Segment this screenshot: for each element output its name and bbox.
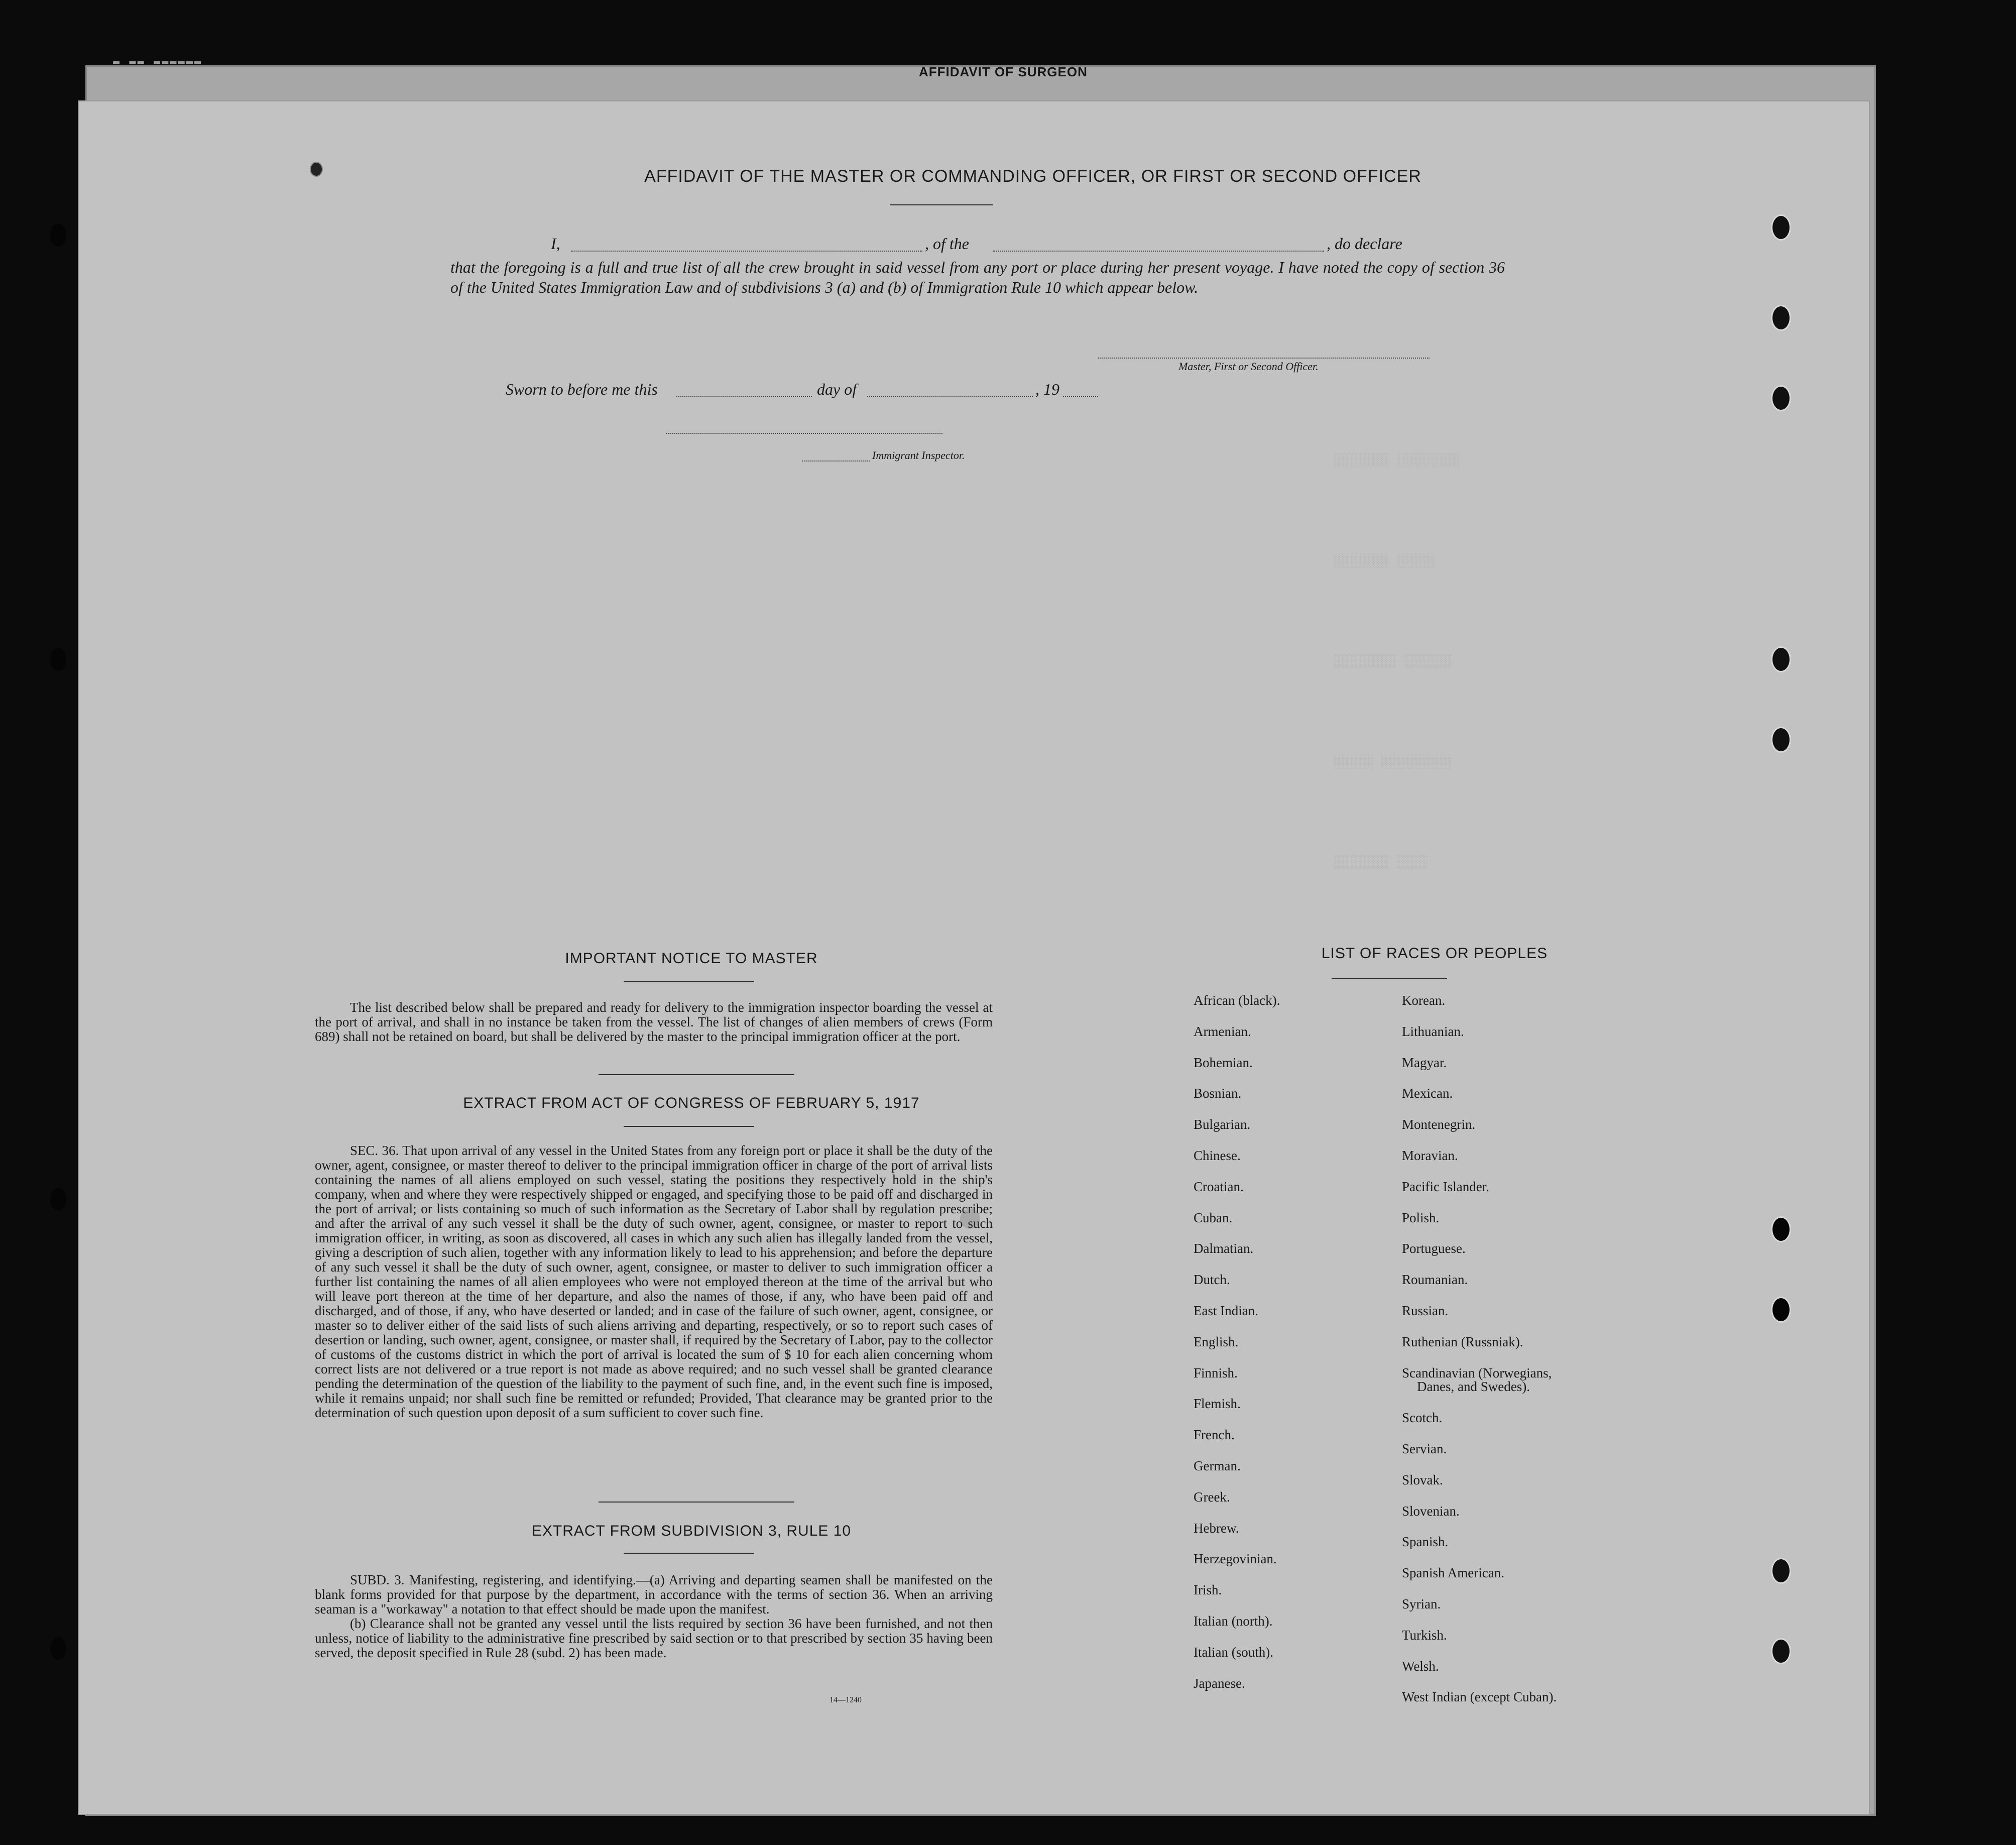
binder-hole [50,1188,66,1211]
bleed-through-area: ░░░░░░░ ░░░░ [1334,855,1429,870]
punch-hole [1771,1558,1791,1584]
race-item: Hebrew. [1194,1520,1239,1536]
punch-hole [1771,646,1791,672]
race-item: Japanese. [1194,1675,1245,1691]
race-item: Italian (south). [1194,1644,1273,1660]
act-text: SEC. 36. That upon arrival of any vessel in the United States from any foreign port or place it shall be the duty of the owner, agent, consignee, or master thereof to deliver to the principal immigration officer in charge of the port of arrival lists containing the names of all aliens employed on such vessel, stating the positions they respectively hold in the ship's company, when and where they were respectively shipped or engaged, and specifying those to be paid off and discharged in the port of arrival; or lists containing so much of such information as the Secretary of Labor shall by regulation prescribe; and after the arrival of any such vessel it shall be the duty of such owner, agent, consignee, or master to report to such immigration officer, in writing, as soon as discovered, all cases in which any such alien has illegally landed from the vessel, giving a description of such alien, together with any information likely to lead to his apprehension; and before the departure of any such vessel it shall be the duty of such owner, agent, consignee, or master to deliver to such immigration officer a further list containing the names of all alien employees who were not employed thereon at the time of the arrival but who will leave port thereon at the time of her departure, and also the names of those, if any, who have been paid off and discharged, and of those, if any, who have deserted or landed; and in case of the failure of such owner, agent, consignee, or master so to deliver either of the said lists of such aliens arriving and departing, respectively, or so to report such cases of desertion or landing, such owner, agent, consignee, or master shall, if required by the Secretary of Labor, pay to the collector of customs of the customs district in which the port of arrival is located the sum of $ 10 for each alien concerning whom correct lists are not delivered or a true report is not made as above required; and no such vessel shall be granted clearance pending the determination of the question of the liability to the payment of such fine, and, in the event such fine is imposed, while it remains unpaid; nor shall such fine be remitted or refunded; Provided, That clearance may be granted prior to the determination of such question upon deposit of a sum sufficient to cover such fine. [315,1143,993,1420]
race-item: Polish. [1402,1210,1440,1225]
affidavit-title: AFFIDAVIT OF THE MASTER OR COMMANDING OFFICER, OR FIRST OR SECOND OFFICER [644,167,1421,186]
race-item: Turkish. [1402,1627,1447,1643]
act-divider [624,1126,754,1127]
ink-smudge [960,1209,980,1229]
sworn-label: Sworn to before me this [506,380,658,398]
punch-hole [1771,727,1791,753]
race-item: Slovak. [1402,1472,1443,1487]
bleed-through-area: ░░░░░ ░░░░░░░░░ [1334,754,1452,769]
race-item: Montenegrin. [1402,1117,1476,1132]
race-item: Moravian. [1402,1148,1458,1163]
races-heading: LIST OF RACES OR PEOPLES [1321,945,1548,962]
race-item: Korean. [1402,993,1446,1008]
races-divider [1332,978,1447,979]
race-item: Bulgarian. [1194,1117,1251,1132]
race-item: Danes, and Swedes). [1417,1379,1530,1395]
race-item: East Indian. [1194,1303,1258,1318]
affidavit-i-label: I, [551,235,560,253]
form-number: 14—1240 [829,1696,862,1704]
sworn-day-blank [676,396,812,397]
title-divider [890,204,993,205]
race-item: Portuguese. [1402,1241,1466,1256]
race-item: Greek. [1194,1489,1230,1505]
race-item: Croatian. [1194,1179,1244,1194]
sworn-month-blank [867,396,1033,397]
act-heading: EXTRACT FROM ACT OF CONGRESS OF FEBRUARY 5, 1917 [463,1095,920,1111]
section-divider [599,1074,794,1075]
punch-hole [1771,1297,1791,1323]
do-declare-label: , do declare [1327,235,1402,253]
rule-text: SUBD. 3. Manifesting, registering, and identifying.—(a) Arriving and departing seamen shall be manifested on the blank forms provided for that purpose by the department, in accordance with the terms of section 36. When an arriving seaman is a "workaway" a notation to that effect should be made upon the manifest. (b) Clearance shall not be granted any vessel until the lists required by section 36 have been furnished, and not then unless, notice of liability to the administrative fine prescribed by said section or to that prescribed by section 35 having been served, the deposit specified in Rule 28 (subd. 2) has been made. [315,1572,993,1660]
inspector-short-line [802,460,870,462]
race-item: Ruthenian (Russniak). [1402,1334,1523,1349]
race-item: Irish. [1194,1582,1222,1598]
race-item: Roumanian. [1402,1272,1468,1288]
master-signature-label: Master, First or Second Officer. [1178,360,1319,373]
race-item: Slovenian. [1402,1503,1460,1519]
race-item: Russian. [1402,1303,1449,1318]
race-item: Cuban. [1194,1210,1233,1225]
vessel-blank [993,251,1324,252]
sworn-line [506,380,1209,400]
race-item: Spanish. [1402,1534,1449,1550]
bleed-through-area: ░░░░░░░ ░░░░░░░░ [1334,453,1460,468]
binder-hole [50,223,66,247]
rule-heading: EXTRACT FROM SUBDIVISION 3, RULE 10 [531,1523,852,1539]
race-item: West Indian (except Cuban). [1402,1689,1557,1705]
affidavit-page [78,100,1870,1815]
race-item: Welsh. [1402,1658,1439,1674]
notice-heading: IMPORTANT NOTICE TO MASTER [565,950,818,967]
race-item: Servian. [1402,1441,1447,1456]
inspector-label: Immigrant Inspector. [872,449,965,462]
race-item: Herzegovinian. [1194,1551,1277,1567]
name-blank [571,251,922,252]
of-the-label: , of the [925,235,969,253]
day-of-label: day of [817,380,857,398]
binder-hole [50,648,66,671]
race-item: Spanish American. [1402,1565,1504,1581]
inspector-signature-line [666,433,942,434]
race-item: French. [1194,1427,1235,1443]
punch-hole [1771,1216,1791,1242]
back-sheet-title: AFFIDAVIT OF SURGEON [919,64,1088,79]
race-item: Mexican. [1402,1086,1453,1101]
race-item: Finnish. [1194,1365,1238,1380]
race-item: Pacific Islander. [1402,1179,1489,1194]
race-item: Bosnian. [1194,1086,1242,1101]
binder-hole [50,1637,66,1660]
rule-divider [624,1553,754,1554]
race-item: Dalmatian. [1194,1241,1254,1256]
race-item: Syrian. [1402,1596,1441,1611]
race-item: Scandinavian (Norwegians, [1402,1365,1552,1380]
race-item: Bohemian. [1194,1055,1253,1070]
bleed-through-area: ░░░░░░░░ ░░░░░░ [1334,654,1452,669]
punch-hole [1771,385,1791,411]
archive-stamp: ▬ ▬▬ ▬▬▬▬▬▬ [113,55,203,68]
master-signature-line [1098,358,1430,359]
race-item: Flemish. [1194,1396,1241,1412]
race-item: Italian (north). [1194,1613,1273,1629]
race-item: Magyar. [1402,1055,1447,1070]
corner-hole [310,162,323,177]
race-item: English. [1194,1334,1239,1349]
notice-divider [624,981,754,982]
bleed-through-area: ░░░░░░░ ░░░░░ [1334,553,1436,568]
race-item: Chinese. [1194,1148,1241,1163]
affidavit-line-1 [491,235,1505,255]
notice-text: The list described below shall be prepared and ready for delivery to the immigration inspector boarding the vessel at the port of arrival, and shall in no instance be taken from the vessel. The list of changes of alien members of crews (Form 689) shall not be retained on board, but shall be delivered by the master to the principal immigration officer at the port. [315,1000,993,1044]
affidavit-body: that the foregoing is a full and true list of all the crew brought in said vessel from any port or place during her present voyage. I have noted the copy of section 36 of the United States Immigration Law and of subdivisions 3 (a) and (b) of Immigration Rule 10 which appear below. [450,258,1505,296]
year-label: , 19 [1035,380,1059,398]
race-item: Scotch. [1402,1410,1443,1426]
punch-hole [1771,1638,1791,1664]
race-item: German. [1194,1458,1241,1473]
race-item: Armenian. [1194,1023,1251,1039]
section-divider [599,1502,794,1503]
punch-hole [1771,214,1791,241]
punch-hole [1771,305,1791,331]
race-item: Dutch. [1194,1272,1230,1288]
race-item: African (black). [1194,993,1280,1008]
race-item: Lithuanian. [1402,1023,1464,1039]
sworn-year-blank [1063,396,1098,397]
